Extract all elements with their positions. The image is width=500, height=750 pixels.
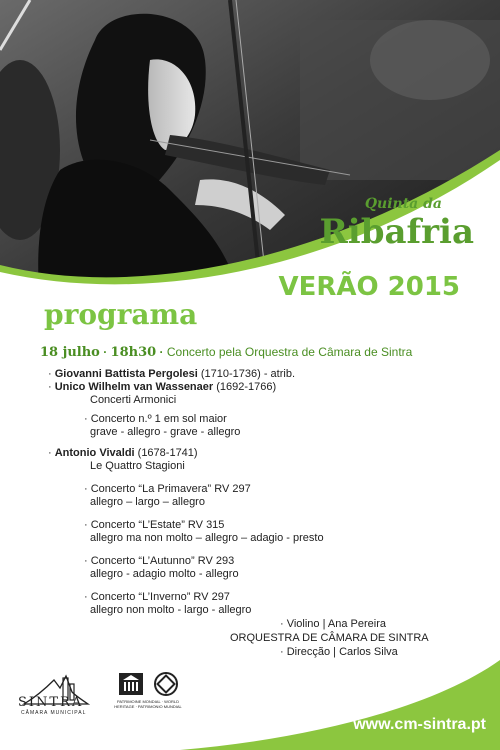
concert-title: Concerto pela Orquestra de Câmara de Sintra — [166, 345, 413, 359]
website-link[interactable]: www.cm-sintra.pt — [353, 716, 486, 733]
movement-item — [48, 555, 468, 581]
movement-title: · Concerto “L’Inverno” RV 297 — [84, 591, 230, 603]
movement-item — [48, 483, 468, 509]
programa-heading: programa — [44, 298, 198, 331]
composer-name: Antonio Vivaldi — [54, 447, 135, 459]
orchestra-credit: ORQUESTRA DE CÂMARA DE SINTRA — [230, 632, 429, 644]
camara-municipal-text: CÂMARA MUNICIPAL — [21, 710, 87, 716]
movement-title: · Concerto “L’Estate” RV 315 — [84, 519, 225, 531]
composer-line: · Giovanni Battista Pergolesi (1710-1736) - atrib. — [48, 368, 295, 380]
movement-title: · Concerto “La Primavera” RV 297 — [84, 483, 251, 495]
work-title: Le Quattro Stagioni — [90, 460, 185, 472]
composer-line: · Antonio Vivaldi (1678-1741) — [48, 447, 198, 459]
concert-photo — [0, 0, 500, 300]
movement-item — [48, 519, 468, 545]
movement-tempi: grave - allegro - grave - allegro — [90, 426, 241, 438]
movement-tempi: allegro – largo – allegro — [90, 496, 205, 508]
movement-title: · Concerto n.º 1 em sol maior — [84, 413, 227, 425]
movement-title: · Concerto “L’Autunno” RV 293 — [84, 555, 235, 567]
movement-tempi: allegro - adagio molto - allegro — [90, 568, 239, 580]
violinist-credit: · Violino | Ana Pereira — [280, 618, 386, 630]
world-heritage-text: PATRIMOINE MONDIAL · WORLD HERITAGE · PATRIMONIO MUNDIAL — [114, 699, 182, 709]
sintra-logo-text: SINTRA — [18, 695, 84, 710]
composer-name: Giovanni Battista Pergolesi — [54, 368, 198, 380]
composer-detail: (1710-1736) - atrib. — [197, 368, 295, 380]
movement-item — [48, 591, 468, 617]
unesco-heritage-icon — [118, 672, 182, 698]
event-season-title: VERÃO 2015 — [278, 272, 460, 302]
work-title: Concerti Armonici — [90, 394, 177, 406]
program-list — [48, 368, 468, 617]
movement-tempi: allegro ma non molto – allegro – adagio - presto — [90, 532, 324, 544]
composer-detail: (1678-1741) — [134, 447, 198, 459]
concert-date-line — [40, 345, 412, 360]
quinta-da-label: Quinta da — [364, 196, 442, 212]
movement-item — [48, 413, 468, 439]
ribafria-logo-text: Ribafria — [319, 212, 474, 252]
composer-name: Unico Wilhelm van Wassenaer — [54, 381, 214, 393]
separator-dot: · — [159, 345, 164, 359]
performer-credits — [230, 617, 429, 659]
composer-detail: (1692-1766) — [213, 381, 277, 393]
concert-date: 18 julho — [40, 345, 100, 360]
movement-tempi: allegro non molto - largo - allegro — [90, 604, 252, 616]
composer-line: · Unico Wilhelm van Wassenaer (1692-1766) — [48, 381, 277, 393]
concert-time: 18h30 — [110, 345, 157, 360]
director-credit: · Direcção | Carlos Silva — [280, 646, 398, 658]
separator-dot: · — [103, 345, 108, 359]
